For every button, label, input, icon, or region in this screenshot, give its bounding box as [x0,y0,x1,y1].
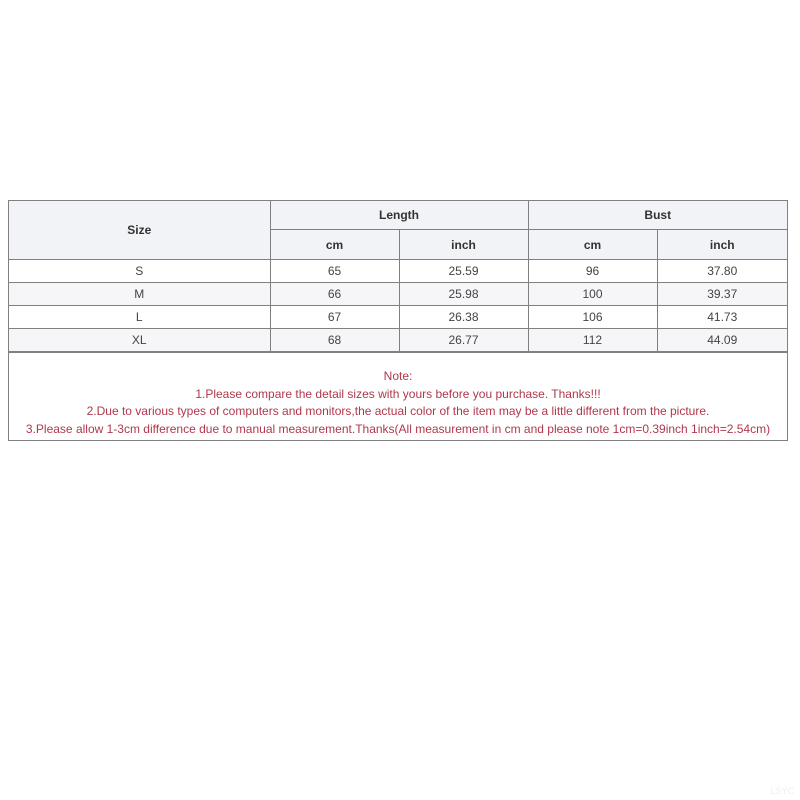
cell-bust-cm: 112 [528,329,657,352]
cell-bust-inch: 41.73 [657,306,787,329]
header-length-cm: cm [270,230,399,260]
cell-bust-inch: 37.80 [657,260,787,283]
cell-size: XL [9,329,270,352]
table-row [9,283,787,306]
size-table [9,201,787,352]
cell-bust-cm: 106 [528,306,657,329]
note-line-2: 2.Due to various types of computers and monitors,the actual color of the item may be a little different from the picture. [86,404,710,418]
header-length: Length [270,201,528,230]
header-row-groups [9,201,787,230]
cell-bust-cm: 100 [528,283,657,306]
note-line-3: 3.Please allow 1-3cm difference due to manual measurement.Thanks(All measurement in cm and please note 1cm=0.39inch 1inch=2.54cm) [25,421,771,436]
cell-length-inch: 26.77 [399,329,528,352]
table-row [9,329,787,352]
cell-length-cm: 66 [270,283,399,306]
cell-length-inch: 26.38 [399,306,528,329]
size-chart [8,200,788,441]
cell-length-inch: 25.98 [399,283,528,306]
notes-section [9,352,787,440]
cell-length-cm: 67 [270,306,399,329]
table-row [9,306,787,329]
cell-bust-inch: 39.37 [657,283,787,306]
cell-length-cm: 68 [270,329,399,352]
watermark: LSYC [770,786,794,796]
cell-bust-cm: 96 [528,260,657,283]
cell-length-inch: 25.59 [399,260,528,283]
cell-size: M [9,283,270,306]
cell-size: S [9,260,270,283]
header-size: Size [9,201,270,260]
cell-bust-inch: 44.09 [657,329,787,352]
header-length-inch: inch [399,230,528,260]
header-bust: Bust [528,201,787,230]
notes-title: Note: [383,369,413,383]
header-bust-inch: inch [657,230,787,260]
note-line-1: 1.Please compare the detail sizes with yours before you purchase. Thanks!!! [195,386,601,401]
cell-size: L [9,306,270,329]
cell-length-cm: 65 [270,260,399,283]
header-bust-cm: cm [528,230,657,260]
table-row [9,260,787,283]
